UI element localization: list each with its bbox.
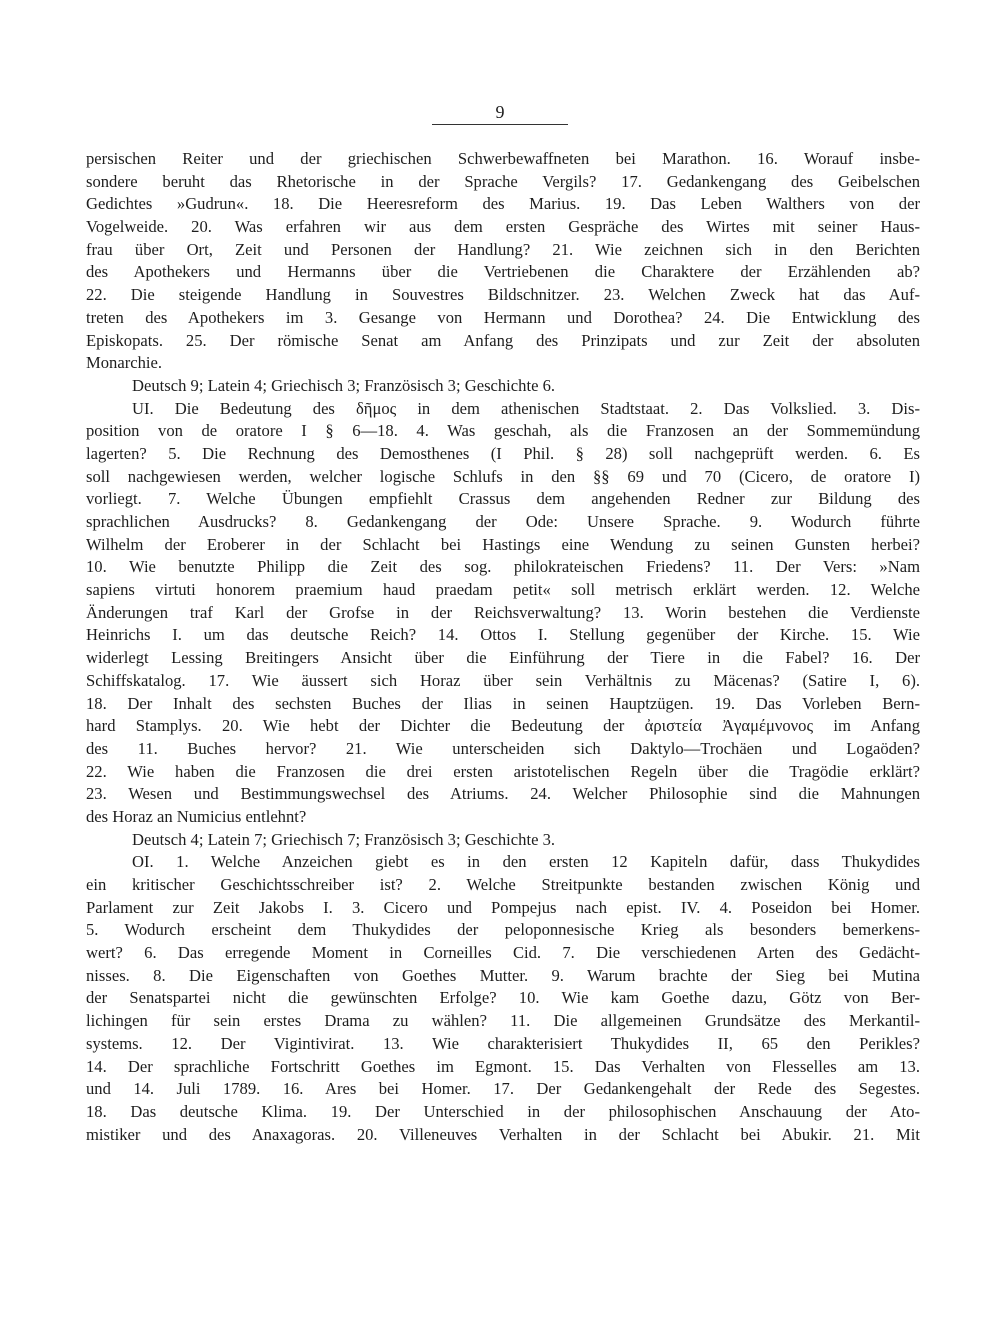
text-line: Änderungen traf Karl der Grofse in der Reichsverwaltung? 13. Worin bestehen die Verdienste [86,602,920,622]
text-line: mistiker und des Anaxagoras. 20. Villeneuves Verhalten in der Schlacht bei Abukir. 21. Mit [86,1124,920,1144]
text-line: 10. Wie benutzte Philipp die Zeit des sog. philokrateischen Friedens? 11. Der Vers: »Nam [86,557,920,577]
text-line: und 14. Juli 1789. 16. Ares bei Homer. 17. Der Gedankengehalt der Rede des Segestes. [86,1079,920,1099]
text-line: treten des Apothekers im 3. Gesange von Hermann und Dorothea? 24. Die Entwicklung des [86,307,920,327]
text-line: Deutsch 9; Latein 4; Griechisch 3; Französisch 3; Geschichte 6. [132,375,556,395]
text-line: Heinrichs I. um das deutsche Reich? 14. Ottos I. Stellung gegenüber der Kirche. 15. Wie [86,625,920,645]
text-line: Schiffskatalog. 17. Wie äussert sich Horaz über sein Verhältnis zu Mäcenas? (Satire I, 6). [86,670,920,690]
text-line: Wilhelm der Eroberer in der Schlacht bei Hastings eine Wendung zu seinen Gunsten herbei? [86,534,920,554]
text-line: hard Stamplys. 20. Wie hebt der Dichter die Bedeutung der ἀριστεία Ἀγαμέμνονος im Anfang [86,716,920,736]
text-line: Episkopats. 25. Der römische Senat am Anfang des Prinzipats und zur Zeit der absoluten [86,330,920,350]
text-line: Gedichtes »Gudrun«. 18. Die Heeresreform des Marius. 19. Das Leben Walthers von der [86,194,920,214]
page-number: 9 [495,102,505,122]
text-line: des 11. Buches hervor? 21. Wie unterscheiden sich Daktylo—Trochäen und Logaöden? [86,738,920,758]
text-line: vorliegt. 7. Welche Übungen empfiehlt Crassus dem angehenden Redner zur Bildung des [86,489,920,509]
text-line: wert? 6. Das erregende Moment in Corneilles Cid. 7. Die verschiedenen Arten des Gedächt- [86,943,920,963]
text-line: nisses. 8. Die Eigenschaften von Goethes Mutter. 9. Warum brachte der Sieg bei Mutina [86,965,920,985]
text-line: ein kritischer Geschichtsschreiber ist? 2. Welche Streitpunkte bestanden zwischen König und [86,875,920,894]
text-line: widerlegt Lessing Breitingers Ansicht über die Einführung der Tiere in die Fabel? 16. Der [86,648,920,668]
text-line: Deutsch 4; Latein 7; Griechisch 7; Französisch 3; Geschichte 3. [132,829,556,849]
text-line: 18. Das deutsche Klima. 19. Der Unterschied in der philosophischen Anschauung der Ato- [86,1101,920,1121]
text-line: persischen Reiter und der griechischen Schwerbewaffneten bei Marathon. 16. Worauf insbe- [86,149,920,168]
text-line: 5. Wodurch erscheint dem Thukydides der peloponnesische Krieg als besonders bemerkens- [86,920,920,940]
text-line: 22. Die steigende Handlung in Souvestres Bildschnitzer. 23. Welchen Zweck hat das Auf- [86,285,920,305]
text-line: sondere beruht das Rhetorische in der Sprache Vergils? 17. Gedankengang des Geibelschen [86,171,920,191]
body-text [86,148,920,1146]
text-line: sapiens virtuti honorem praemium haud praedam petit« soll metrisch erklärt werden. 12. Welche [86,580,920,600]
text-line: 18. Der Inhalt des sechsten Buches der Ilias in seinen Hauptzügen. 19. Das Vorleben Bern- [86,693,920,713]
text-line: Parlament zur Zeit Jakobs I. 3. Cicero und Pompejus nach epist. IV. 4. Poseidon bei Homer. [86,897,920,917]
text-line: soll nachgewiesen werden, welcher logische Schlufs in den §§ 69 und 70 (Cicero, de oratore I) [86,466,920,486]
text-line: 23. Wesen und Bestimmungswechsel des Atriums. 24. Welcher Philosophie sind die Mahnungen [86,784,920,804]
text-line: Vogelweide. 20. Was erfahren wir aus dem ersten Gespräche des Wirtes mit seiner Haus- [86,217,920,237]
text-line: systems. 12. Der Vigintivirat. 13. Wie charakterisiert Thukydides II, 65 den Perikles? [86,1033,920,1053]
text-line: des Horaz an Numicius entlehnt? [86,806,307,826]
text-line: der Senatspartei nicht die gewünschten Erfolge? 10. Wie kam Goethe dazu, Götz von Ber- [86,988,920,1008]
text-line: lagerten? 5. Die Rechnung des Demosthenes (I Phil. § 28) soll nachgeprüft werden. 6. Es [86,443,920,463]
text-line: lichingen für sein erstes Drama zu wählen? 11. Die allgemeinen Grundsätze des Merkantil- [86,1011,920,1031]
text-line: 22. Wie haben die Franzosen die drei ersten aristotelischen Regeln über die Tragödie erklärt? [86,761,920,781]
text-line: 14. Der sprachliche Fortschritt Goethes im Egmont. 15. Das Verhalten von Flesselles am 13. [86,1056,920,1076]
text-line: UI. Die Bedeutung des δῆμος in dem athenischen Stadtstaat. 2. Das Volkslied. 3. Dis- [132,398,920,418]
text-line: position von de oratore I § 6—18. 4. Was geschah, als die Franzosen an der Sommemündung [86,421,920,441]
page-number-rule [432,124,568,125]
text-line: OI. 1. Welche Anzeichen giebt es in den ersten 12 Kapiteln dafür, dass Thukydides [132,852,920,872]
text-line: Monarchie. [86,353,163,373]
text-line: des Apothekers und Hermanns über die Vertriebenen die Charaktere der Erzählenden ab? [86,262,920,282]
text-line: sprachlichen Ausdrucks? 8. Gedankengang der Ode: Unsere Sprache. 9. Wodurch führte [86,512,920,531]
text-line: frau über Ort, Zeit und Personen der Handlung? 21. Wie zeichnen sich in den Berichten [86,239,920,259]
